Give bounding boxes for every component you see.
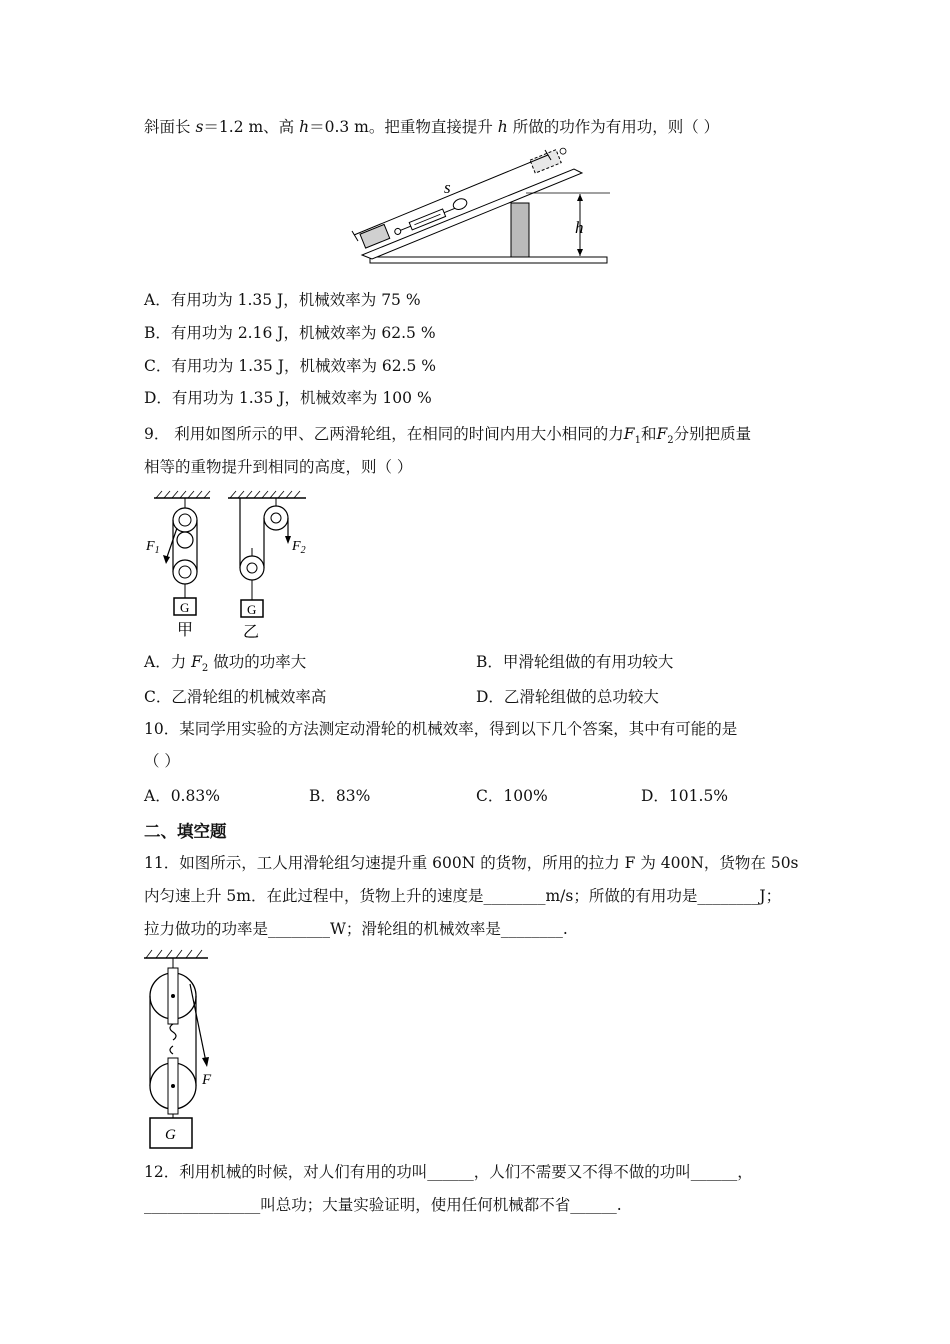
jia-force-label — [145, 539, 160, 556]
section-title-fill-blank: 二、填空题 — [144, 822, 227, 841]
q8-option-a[interactable]: A．有用功为 1.35 J，机械效率为 75 % — [144, 291, 421, 309]
q12-stem-line1: 12．利用机械的时候，对人们有用的功叫______，人们不需要又不得不做的功叫______， — [144, 1163, 753, 1181]
incline-h-label: h — [575, 218, 584, 237]
jia-force-sub: 1 — [154, 545, 160, 556]
q10-option-c[interactable]: C．100% — [476, 787, 548, 805]
q8-stem-part: 所做的功作为有用功，则（ ） — [507, 118, 720, 136]
yi-force-label — [291, 539, 306, 556]
q9-option-a-part: A．力 — [144, 653, 192, 671]
q8-option-b[interactable]: B．有用功为 2.16 J，机械效率为 62.5 % — [144, 324, 436, 342]
q10-stem-line2: （ ） — [144, 752, 180, 770]
q8-stem — [144, 116, 719, 138]
yi-force-letter: F — [292, 539, 301, 554]
q11-stem-line3: 拉力做功的功率是________W；滑轮组的机械效率是________. — [144, 920, 568, 938]
q9-option-b[interactable]: B．甲滑轮组做的有用功较大 — [476, 653, 674, 671]
q11-stem-line1: 11．如图所示，工人用滑轮组匀速提升重 600N 的货物，所用的拉力 F 为 400N，货物在 50s — [144, 854, 799, 872]
yi-force-sub: 2 — [300, 545, 306, 556]
q12-stem-line2: _______________叫总功；大量实验证明，使用任何机械都不省______. — [144, 1196, 622, 1214]
pulley-systems-figure — [140, 488, 320, 640]
jia-force-letter: F — [146, 539, 155, 554]
q11-stem-line2: 内匀速上升 5m．在此过程中，货物上升的速度是________m/s；所做的有用功是________J； — [144, 887, 782, 905]
q8-stem-var-s: s — [195, 118, 204, 136]
q9-option-a[interactable] — [144, 651, 306, 680]
q9-force-f2: F — [656, 425, 668, 443]
q9-force-f1-sub: 1 — [634, 435, 641, 447]
incline-s-label: s — [444, 178, 451, 197]
q10-option-a[interactable]: A．0.83% — [144, 787, 220, 805]
q8-stem-var-h: h — [299, 118, 310, 136]
q8-stem-var-h: h — [497, 118, 508, 136]
q9-stem-part: 和 — [640, 425, 657, 443]
q9-force-f2-sub: 2 — [667, 435, 674, 447]
incline-figure — [340, 145, 615, 270]
q8-option-d[interactable]: D．有用功为 1.35 J，机械效率为 100 % — [144, 389, 432, 407]
q9-stem-line1 — [144, 423, 751, 452]
q11-force-label: F — [202, 1072, 212, 1088]
q9-option-d[interactable]: D．乙滑轮组做的总功较大 — [476, 688, 659, 706]
q10-stem-line1: 10．某同学用实验的方法测定动滑轮的机械效率，得到以下几个答案，其中有可能的是 — [144, 720, 738, 738]
jia-weight-label: G — [180, 600, 190, 615]
q8-option-c[interactable]: C．有用功为 1.35 J，机械效率为 62.5 % — [144, 357, 437, 375]
q9-option-a-sub: 2 — [201, 663, 209, 675]
q8-stem-part: 斜面长 — [144, 118, 196, 136]
q9-option-a-force: F — [191, 653, 202, 671]
q9-option-a-part: 做功的功率大 — [208, 653, 307, 671]
q10-option-d[interactable]: D．101.5% — [641, 787, 729, 805]
q9-option-c[interactable]: C．乙滑轮组的机械效率高 — [144, 688, 327, 706]
q9-stem-line2: 相等的重物提升到相同的高度，则（ ） — [144, 458, 413, 476]
yi-weight-label: G — [247, 602, 257, 617]
yi-label: 乙 — [243, 624, 260, 640]
jia-label: 甲 — [177, 622, 194, 639]
q9-force-f1: F — [623, 425, 635, 443]
q9-stem-part: 9． 利用如图所示的甲、乙两滑轮组，在相同的时间内用大小相同的力 — [144, 425, 624, 443]
q9-stem-part: 分别把质量 — [673, 425, 752, 443]
q11-weight-label: G — [165, 1127, 176, 1143]
q8-stem-part: ＝0.3 m。把重物直接提升 — [309, 118, 498, 136]
q8-stem-part: ＝1.2 m、高 — [203, 118, 300, 136]
q10-option-b[interactable]: B．83% — [309, 787, 371, 805]
q11-pulley-figure — [140, 946, 230, 1154]
